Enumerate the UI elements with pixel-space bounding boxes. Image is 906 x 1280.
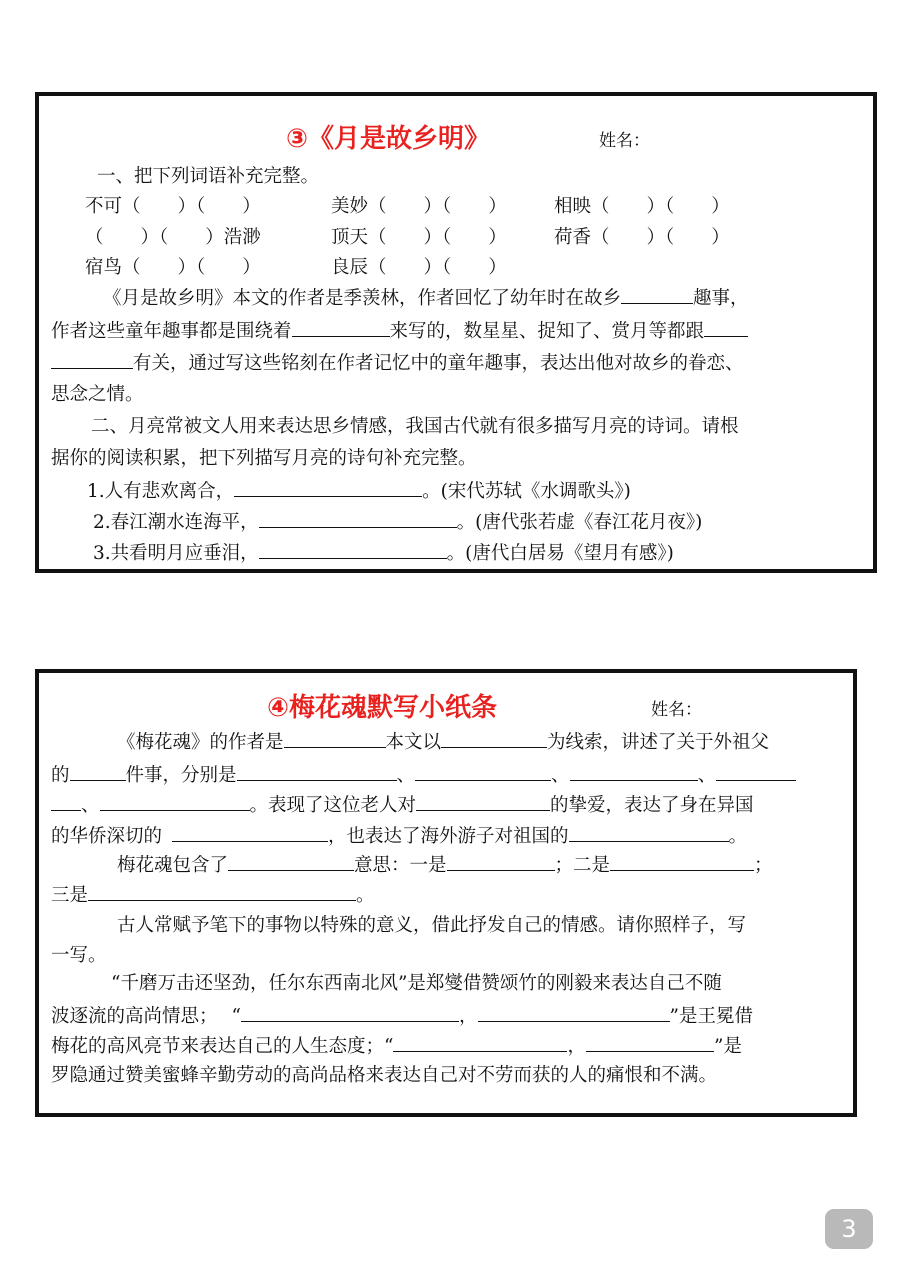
text: ； — [754, 855, 773, 876]
answer-blank[interactable] — [228, 852, 354, 871]
text: 为线索，讲述了关于外祖父 — [547, 732, 770, 753]
paragraph-line — [51, 882, 853, 909]
text: 的 — [51, 765, 70, 786]
vocab-item: 顶天（ ）（ ） — [331, 227, 507, 248]
paragraph-line — [117, 852, 853, 879]
vocab-item: 相映（ ）（ ） — [554, 196, 730, 217]
text: 。(唐代白居易《望月有感》) — [446, 543, 674, 564]
text: 2.春江潮水连海平， — [93, 512, 259, 533]
answer-blank[interactable] — [241, 1003, 459, 1022]
paragraph-line — [103, 285, 873, 312]
text: 3.共看明月应垂泪， — [93, 543, 259, 564]
text: “ — [231, 1006, 241, 1027]
text: 《梅花魂》的作者是 — [117, 732, 284, 753]
page-number-badge: 3 — [825, 1209, 873, 1249]
text: 1.人有悲欢离合， — [87, 481, 235, 502]
poem-line — [93, 509, 873, 536]
text: 。(宋代苏轼《水调歌头》) — [422, 481, 631, 502]
text: 本文以 — [385, 732, 442, 753]
text: 的挚爱，表达了身在异国 — [550, 795, 754, 816]
answer-blank[interactable] — [393, 1033, 567, 1052]
answer-blank[interactable] — [447, 852, 555, 871]
poem-line — [87, 478, 873, 505]
paragraph-line — [51, 823, 853, 850]
poem-line — [93, 540, 873, 567]
answer-blank[interactable] — [416, 792, 550, 811]
vocab-item: 良辰（ ）（ ） — [331, 257, 507, 278]
answer-blank[interactable] — [51, 792, 81, 811]
answer-blank[interactable] — [51, 350, 133, 369]
text: 、 — [81, 795, 100, 816]
text: ”是王冕借 — [669, 1006, 753, 1027]
card-title: ④梅花魂默写小纸条 — [267, 693, 498, 723]
answer-blank[interactable] — [570, 762, 698, 781]
section-heading: 一、把下列词语补充完整。 — [97, 166, 320, 187]
paragraph-line: “千磨万击还坚劲，任尔东西南北风”是郑燮借赞颂竹的刚毅来表达自己不随 — [111, 973, 722, 994]
paragraph-line: 一写。 — [51, 945, 107, 966]
paragraph-line — [51, 792, 853, 819]
name-label: 姓名： — [599, 131, 650, 151]
answer-blank[interactable] — [441, 729, 547, 748]
answer-blank[interactable] — [70, 762, 126, 781]
text: 。 — [356, 885, 375, 906]
vocab-item: 宿鸟（ ）（ ） — [85, 257, 261, 278]
answer-blank[interactable] — [88, 882, 356, 901]
text: 、 — [551, 765, 570, 786]
paragraph-line — [117, 729, 853, 756]
answer-blank[interactable] — [610, 852, 754, 871]
text: 《月是故乡明》本文的作者是季羡林，作者回忆了幼年时在故乡 — [103, 288, 622, 309]
worksheet-card-plum — [35, 669, 857, 1117]
answer-blank[interactable] — [704, 318, 748, 337]
section-text: 据你的阅读积累，把下列描写月亮的诗句补充完整。 — [51, 448, 477, 469]
section-heading: 二、月亮常被文人用来表达思乡情感，我国古代就有很多描写月亮的诗词。请根 — [91, 416, 739, 437]
answer-blank[interactable] — [259, 509, 457, 528]
vocab-item: （ ）（ ）浩渺 — [85, 227, 261, 248]
text: 梅花魂包含了 — [117, 855, 229, 876]
text: 来写的，数星星、捉知了、赏月等都跟 — [389, 321, 705, 342]
vocab-item: 美妙（ ）（ ） — [331, 196, 507, 217]
text: 梅花的高风亮节来表达自己的人生态度；“ — [51, 1036, 394, 1057]
text: 件事，分别是 — [125, 765, 237, 786]
text: 有关，通过写这些铭刻在作者记忆中的童年趣事，表达出他对故乡的眷恋、 — [133, 353, 744, 374]
answer-blank[interactable] — [292, 318, 390, 337]
paragraph-line: 罗隐通过赞美蜜蜂辛勤劳动的高尚品格来表达自己对不劳而获的人的痛恨和不满。 — [51, 1065, 718, 1086]
worksheet-card-moon — [35, 92, 877, 573]
paragraph-line — [51, 1033, 853, 1060]
answer-blank[interactable] — [237, 762, 397, 781]
card-title: ③《月是故乡明》 — [286, 124, 491, 154]
paragraph-line — [51, 318, 873, 345]
text: ， — [458, 1006, 478, 1027]
text: 作者这些童年趣事都是围绕着 — [51, 321, 292, 342]
answer-blank[interactable] — [284, 729, 386, 748]
answer-blank[interactable] — [621, 285, 693, 304]
answer-blank[interactable] — [100, 792, 250, 811]
answer-blank[interactable] — [415, 762, 551, 781]
paragraph-line — [51, 1003, 853, 1030]
vocab-item: 荷香（ ）（ ） — [554, 227, 730, 248]
answer-blank[interactable] — [259, 540, 447, 559]
answer-blank[interactable] — [586, 1033, 714, 1052]
paragraph-line: 古人常赋予笔下的事物以特殊的意义，借此抒发自己的情感。请你照样子，写 — [117, 915, 747, 936]
text: 、 — [396, 765, 416, 786]
vocab-item: 不可（ ）（ ） — [85, 196, 261, 217]
paragraph-line — [51, 350, 873, 377]
text: ，也表达了海外游子对祖国的 — [328, 826, 569, 847]
paragraph-line: 思念之情。 — [51, 384, 144, 405]
text: 波逐流的高尚情思； — [51, 1006, 218, 1027]
answer-blank[interactable] — [234, 478, 422, 497]
answer-blank[interactable] — [478, 1003, 670, 1022]
text: 。(唐代张若虚《春江花月夜》) — [456, 512, 703, 533]
answer-blank[interactable] — [569, 823, 729, 842]
text: ”是 — [713, 1036, 742, 1057]
text: 意思：一是 — [354, 855, 447, 876]
text: 三是 — [51, 885, 89, 906]
text: 、 — [697, 765, 717, 786]
text: 趣事， — [693, 288, 749, 309]
name-label: 姓名： — [651, 700, 702, 720]
answer-blank[interactable] — [716, 762, 796, 781]
text: ， — [567, 1036, 586, 1057]
text: 。 — [728, 826, 748, 847]
text: ；二是 — [554, 855, 611, 876]
answer-blank[interactable] — [172, 823, 328, 842]
text: 的华侨深切的 — [51, 826, 163, 847]
text: 。表现了这位老人对 — [249, 795, 417, 816]
paragraph-line — [51, 762, 853, 789]
